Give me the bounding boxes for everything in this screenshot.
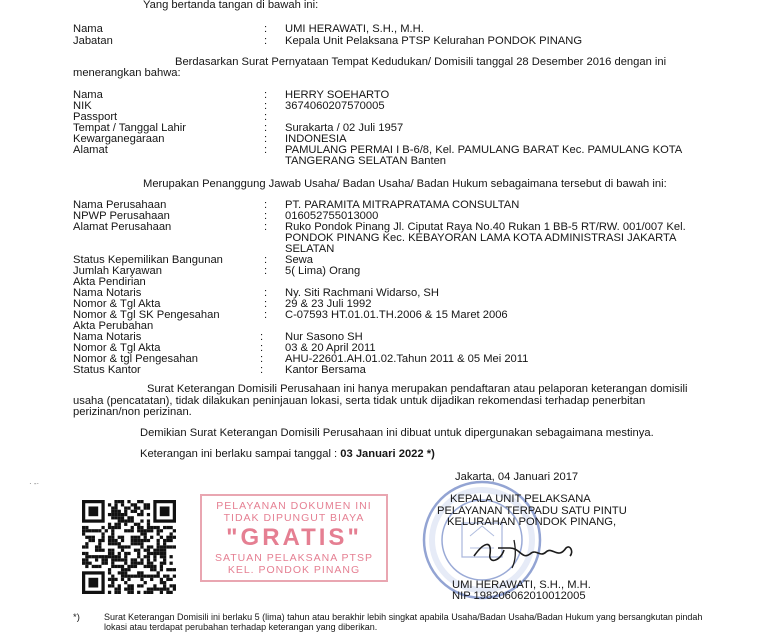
colon: : <box>260 353 264 365</box>
place-date: Jakarta, 04 Januari 2017 <box>455 471 579 483</box>
signer-name-bottom: UMI HERAWATI, S.H., M.H. <box>452 579 591 591</box>
colon: : <box>264 35 268 47</box>
signer-name-value: UMI HERAWATI, S.H., M.H. <box>285 23 424 35</box>
colon: : <box>264 265 268 277</box>
gratis-stamp <box>200 494 388 582</box>
colon: : <box>264 309 268 321</box>
paragraph-1-line-2: usaha (pencatatan), tidak dilakukan peninjauan lokasi, serta tidak untuk dijadikan rekomendasi terhadap penerbitan <box>73 395 646 407</box>
colon: : <box>264 89 268 101</box>
stamp-line-2: TIDAK DIPUNGUT BIAYA <box>223 512 365 524</box>
signer-name-label: Nama <box>73 23 103 35</box>
colon: : <box>260 342 264 354</box>
colon: : <box>264 133 268 145</box>
deed2-label: Nomor & Tgl Akta <box>73 342 161 354</box>
approval-label: Nomor & tgl Pengesahan <box>73 353 199 365</box>
footnote-line-1: Surat Keterangan Domisili ini berlaku 5 (lima) tahun atau berakhir lebih singkat apabila Usaha/Badan Usaha/Badan Hukum yang bersangkutan pindah <box>104 612 703 622</box>
colon: : <box>264 122 268 134</box>
colon: : <box>264 221 268 233</box>
company-address-line-3: SELATAN <box>285 243 335 255</box>
paragraph-1-line-3: perizinan/non perizinan. <box>73 406 192 418</box>
office-status-label: Status Kantor <box>73 364 141 376</box>
colon: : <box>264 23 268 35</box>
company-name-value: PT. PARAMITA MITRAPRATAMA CONSULTAN <box>285 199 520 211</box>
footnote-line-2: lokasi atau terdapat perubahan terhadap keterangan yang diberikan. <box>104 622 378 632</box>
company-address-label: Alamat Perusahaan <box>73 221 172 233</box>
person-name-value: HERRY SOEHARTO <box>285 89 390 101</box>
deed-number-label: Nomor & Tgl Akta <box>73 298 161 310</box>
validity-text: Keterangan ini berlaku sampai tanggal : <box>140 448 341 460</box>
colon: : <box>264 210 268 222</box>
person-address-value: PAMULANG PERMAI I B-6/8, Kel. PAMULANG BARAT Kec. PAMULANG KOTA <box>285 144 683 156</box>
colon: : <box>264 287 268 299</box>
colon: : <box>264 298 268 310</box>
person-address-label: Alamat <box>73 144 108 156</box>
handwritten-signature <box>470 534 580 570</box>
colon: : <box>264 254 268 266</box>
colon: : <box>264 144 268 156</box>
person-nik-label: NIK <box>73 100 92 112</box>
person-nik-value: 3674060207570005 <box>285 100 385 112</box>
colon: : <box>264 199 268 211</box>
notary-value: Ny. Siti Rachmani Widarso, SH <box>285 287 439 299</box>
deed-of-amendment-header: Akta Perubahan <box>73 320 154 332</box>
office-status-value: Kantor Bersama <box>285 364 366 376</box>
notary2-value: Nur Sasono SH <box>285 331 363 343</box>
sk-approval-label: Nomor & Tgl SK Pengesahan <box>73 309 220 321</box>
stamp-line-1: PELAYANAN DOKUMEN INI <box>216 500 372 512</box>
colon: : <box>260 331 264 343</box>
paragraph-1-line-1: Surat Keterangan Domisili Perusahaan ini hanya merupakan pendaftaran atau pelaporan keterangan domisili <box>147 383 688 395</box>
footnote-mark: *) <box>73 612 80 623</box>
person-name-label: Nama <box>73 89 103 101</box>
building-status-label: Status Kepemilikan Bangunan <box>73 254 223 266</box>
scan-mark: · -· <box>29 479 40 488</box>
company-npwp-label: NPWP Perusahaan <box>73 210 170 222</box>
company-address-line-2: PONDOK PINANG Kec. KEBAYORAN LAMA KOTA ADMINISTRASI JAKARTA <box>285 232 677 244</box>
signature-title-1: KEPALA UNIT PELAKSANA <box>450 493 591 505</box>
employees-label: Jumlah Karyawan <box>73 265 162 277</box>
person-citizenship-label: Kewarganegaraan <box>73 133 165 145</box>
stamp-line-3: SATUAN PELAKSANA PTSP <box>215 552 373 564</box>
statement-line-2: menerangkan bahwa: <box>73 67 181 79</box>
notary-label: Nama Notaris <box>73 287 142 299</box>
person-passport-label: Passport <box>73 111 118 123</box>
employees-value: 5( Lima) Orang <box>285 265 361 277</box>
signer-position-value: Kepala Unit Pelaksana PTSP Kelurahan PONDOK PINANG <box>285 35 583 47</box>
signer-nip: NIP 198206062010012005 <box>452 590 586 602</box>
deed-of-establishment-header: Akta Pendirian <box>73 276 146 288</box>
person-birth-label: Tempat / Tanggal Lahir <box>73 122 186 134</box>
signature-title-3: KELURAHAN PONDOK PINANG, <box>447 516 617 528</box>
person-citizenship-value: INDONESIA <box>285 133 347 145</box>
colon: : <box>264 100 268 112</box>
deed2-value: 03 & 20 April 2011 <box>285 342 376 354</box>
notary2-label: Nama Notaris <box>73 331 142 343</box>
stamp-gratis-text: "GRATIS" <box>226 524 362 551</box>
colon: : <box>260 364 264 376</box>
validity-line <box>140 449 435 460</box>
person-address-value-2: TANGERANG SELATAN Banten <box>285 155 447 167</box>
signer-position-label: Jabatan <box>73 35 113 47</box>
paragraph-2: Demikian Surat Keterangan Domisili Perusahaan ini dibuat untuk dipergunakan sebagaimana mestinya. <box>140 427 654 439</box>
company-npwp-value: 016052755013000 <box>285 210 379 222</box>
deed-number-value: 29 & 23 Juli 1992 <box>285 298 372 310</box>
sk-approval-value: C-07593 HT.01.01.TH.2006 & 15 Maret 2006 <box>285 309 508 321</box>
statement-line-1: Berdasarkan Surat Pernyataan Tempat Kedudukan/ Domisili tanggal 28 Desember 2016 dengan ini <box>175 56 667 68</box>
colon: : <box>264 111 268 123</box>
validity-date: 03 Januari 2022 *) <box>340 448 435 460</box>
qr-code <box>82 500 180 594</box>
intro-text: Yang bertanda tangan di bawah ini: <box>143 0 319 11</box>
signature-title-2: PELAYANAN TERPADU SATU PINTU <box>437 505 627 517</box>
responsible-text: Merupakan Penanggung Jawab Usaha/ Badan Usaha/ Badan Hukum sebagaimana tersebut di bawah ini: <box>143 178 667 190</box>
company-name-label: Nama Perusahaan <box>73 199 167 211</box>
company-address-line-1: Ruko Pondok Pinang Jl. Ciputat Raya No.40 Rukan 1 BB-5 RT/RW. 001/007 Kel. <box>285 221 686 233</box>
approval-value: AHU-22601.AH.01.02.Tahun 2011 & 05 Mei 2011 <box>285 353 529 365</box>
person-birth-value: Surakarta / 02 Juli 1957 <box>285 122 404 134</box>
stamp-line-4: KEL. PONDOK PINANG <box>227 564 361 576</box>
building-status-value: Sewa <box>285 254 313 266</box>
